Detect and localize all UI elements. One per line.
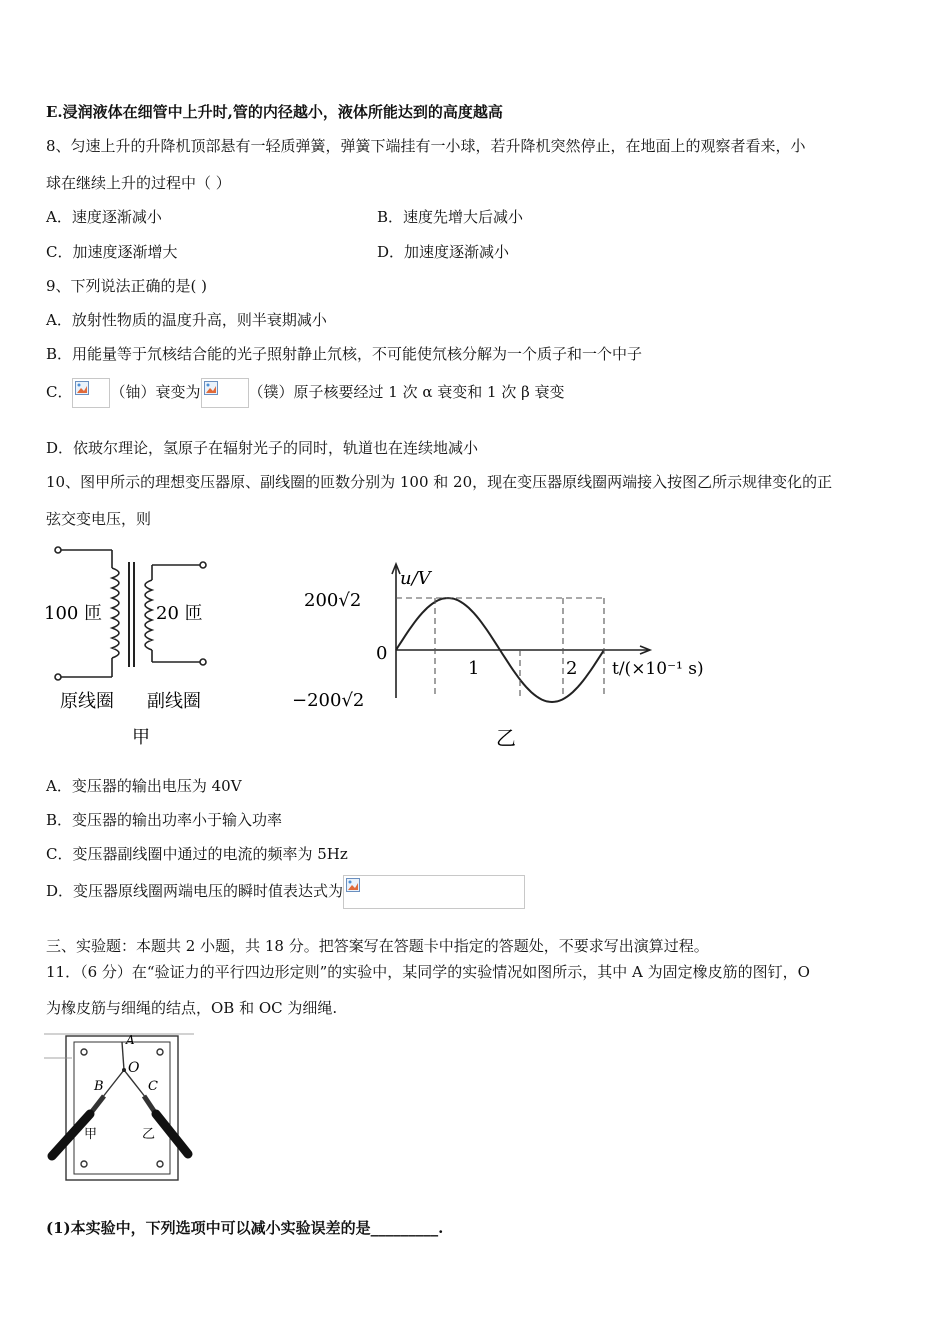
spring-scale-yi xyxy=(144,1096,188,1154)
uranium-formula-image xyxy=(72,378,110,408)
q7-option-e: E.浸润液体在细管中上升时,管的内径越小，液体所能达到的高度越高 xyxy=(46,103,503,121)
x-tick-2: 2 xyxy=(566,658,578,679)
q8-option-d: D．加速度逐渐减小 xyxy=(377,243,510,261)
q9-option-c-part1: （铀）衰变为 xyxy=(110,383,201,401)
q8-option-a: A．速度逐渐减小 xyxy=(46,208,162,226)
transformer-figure xyxy=(40,540,240,755)
x-axis-label: t/(×10⁻¹ s) xyxy=(612,659,704,679)
label-jia: 甲 xyxy=(84,1127,98,1142)
label-yi: 乙 xyxy=(142,1127,156,1142)
section3-heading: 三、实验题：本题共 2 小题，共 18 分。把答案写在答题卡中指定的答题处，不要求写出演算过程。 xyxy=(46,937,709,955)
spring-scale-jia xyxy=(52,1096,104,1156)
broken-image-icon xyxy=(75,381,89,395)
q10-stem-line2: 弦交变电压，则 xyxy=(46,510,152,528)
q9-option-d: D．依玻尔理论，氢原子在辐射光子的同时，轨道也在连续地减小 xyxy=(46,439,479,457)
q9-option-b: B．用能量等于氘核结合能的光子照射静止氘核，不可能使氘核分解为一个质子和一个中子 xyxy=(46,345,643,363)
q9-stem: 9、下列说法正确的是( ) xyxy=(46,277,208,295)
q10-option-c: C．变压器副线圈中通过的电流的频率为 5Hz xyxy=(46,845,348,863)
secondary-turns-label: 20 匝 xyxy=(156,603,203,624)
protactinium-formula-image xyxy=(201,378,249,408)
label-c: C xyxy=(148,1079,158,1094)
force-experiment-figure xyxy=(44,1030,204,1185)
y-top-label: 200√2 xyxy=(304,590,362,611)
label-a: A xyxy=(126,1033,135,1047)
y-bottom-label: −200√2 xyxy=(292,690,365,711)
voltage-graph-figure xyxy=(288,558,708,753)
q8-option-b: B．速度先增大后减小 xyxy=(377,208,524,226)
broken-image-icon xyxy=(346,878,360,892)
q9-option-a: A．放射性物质的温度升高，则半衰期减小 xyxy=(46,311,327,329)
q10-option-d xyxy=(46,874,525,909)
q11-stem-line1: 11．（6 分）在“验证力的平行四边形定则”的实验中，某同学的实验情况如图所示，其中 A 为固定橡皮筋的图钉，O xyxy=(46,963,810,981)
q9-option-c-part2: （镤）原子核要经过 1 次 α 衰变和 1 次 β 衰变 xyxy=(248,383,565,401)
figure-jia-caption: 甲 xyxy=(132,727,150,748)
q10-option-d-text: D．变压器原线圈两端电压的瞬时值表达式为 xyxy=(46,882,344,900)
label-o: O xyxy=(128,1060,140,1076)
secondary-coil-label: 副线圈 xyxy=(147,691,201,712)
y-axis-label: u/V xyxy=(400,568,431,589)
y-zero-label: 0 xyxy=(376,643,388,664)
q8-stem-line1: 8、匀速上升的升降机顶部悬有一轻质弹簧，弹簧下端挂有一小球，若升降机突然停止，在地面上的观察者看来，小 xyxy=(46,137,806,155)
broken-image-icon xyxy=(204,381,218,395)
q9-option-c-label: C． xyxy=(46,383,73,401)
x-tick-1: 1 xyxy=(468,658,480,679)
q8-stem-line2: 球在继续上升的过程中（ ） xyxy=(46,174,231,192)
primary-turns-label: 100 匝 xyxy=(44,603,103,624)
q10-option-a: A．变压器的输出电压为 40V xyxy=(46,777,242,795)
figure-yi-caption: 乙 xyxy=(496,726,516,750)
voltage-expression-image xyxy=(343,875,525,909)
primary-coil-label: 原线圈 xyxy=(60,691,114,712)
label-b: B xyxy=(94,1079,104,1094)
q11-stem-line2: 为橡皮筋与细绳的结点，OB 和 OC 为细绳. xyxy=(46,999,338,1017)
q8-option-c: C．加速度逐渐增大 xyxy=(46,243,178,261)
q9-option-c xyxy=(46,376,565,408)
q10-option-b: B．变压器的输出功率小于输入功率 xyxy=(46,811,283,829)
q10-stem-line1: 10、图甲所示的理想变压器原、副线圈的匝数分别为 100 和 20，现在变压器原线圈两端接入按图乙所示规律变化的正 xyxy=(46,473,833,491)
q11-sub1: (1)本实验中，下列选项中可以减小实验误差的是_________. xyxy=(46,1219,444,1237)
